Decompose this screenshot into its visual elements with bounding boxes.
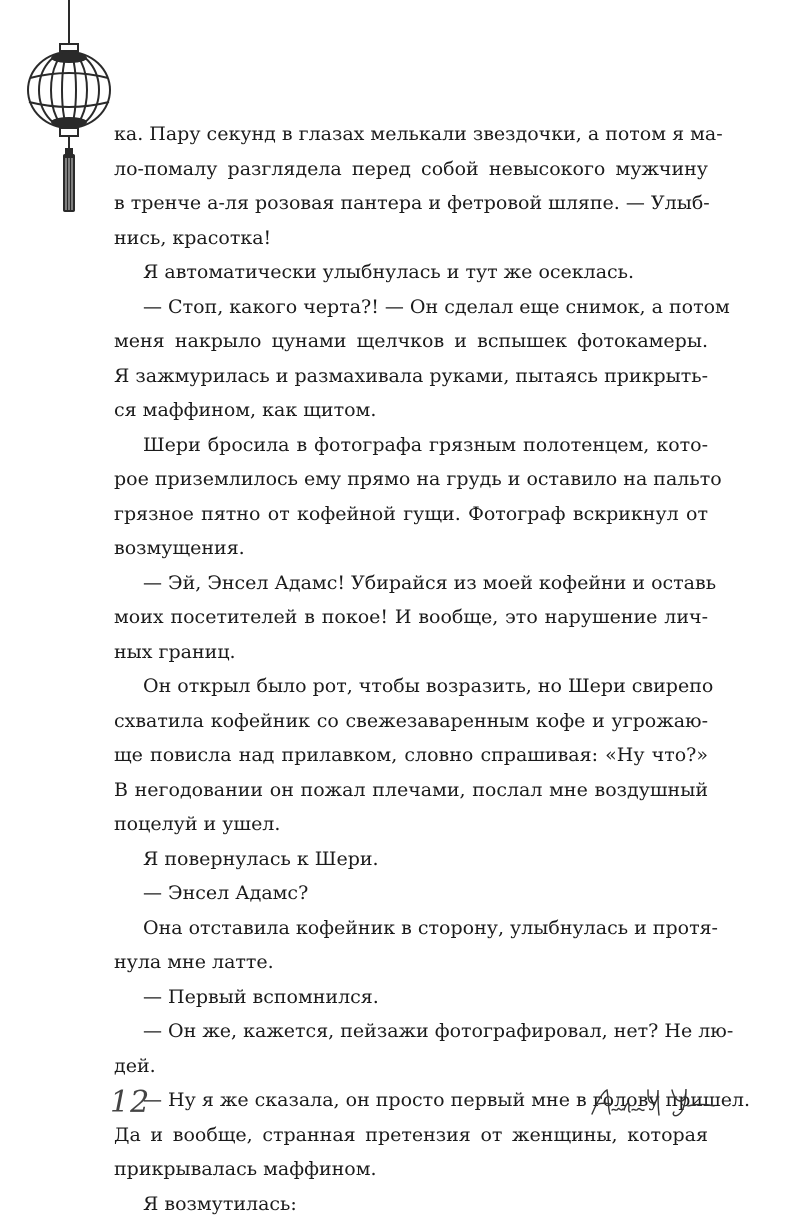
text-line: В негодовании он пожал плечами, послал мне воздушный (114, 773, 708, 808)
text-line: рое приземлилось ему прямо на грудь и оставило на пальто (114, 462, 708, 497)
text-line: — Ну я же сказала, он просто первый мне в голову пришел. (114, 1083, 708, 1118)
text-line: прикрывалась маффином. (114, 1152, 708, 1187)
text-line: грязное пятно от кофейной гущи. Фотограф вскрикнул от (114, 497, 708, 532)
text-line: Она отставила кофейник в сторону, улыбнулась и протя- (114, 911, 708, 946)
text-line: ся маффином, как щитом. (114, 393, 708, 428)
text-line: в тренче а-ля розовая пантера и фетровой шляпе. — Улыб- (114, 186, 708, 221)
text-line: Я автоматически улыбнулась и тут же осеклась. (114, 255, 708, 290)
body-text (114, 117, 708, 1221)
text-line: Он открыл было рот, чтобы возразить, но Шери свирепо (114, 669, 708, 704)
text-line: меня накрыло цунами щелчков и вспышек фотокамеры. (114, 324, 708, 359)
text-line: Да и вообще, странная претензия от женщины, которая (114, 1118, 708, 1153)
paper-lantern-icon (14, 0, 124, 225)
text-line: — Стоп, какого черта?! — Он сделал еще снимок, а потом (114, 290, 708, 325)
text-line: поцелуй и ушел. (114, 807, 708, 842)
text-line: дей. (114, 1049, 708, 1084)
text-line: ных границ. (114, 635, 708, 670)
text-line: Шери бросила в фотографа грязным полотенцем, кото- (114, 428, 708, 463)
text-line: моих посетителей в покое! И вообще, это нарушение лич- (114, 600, 708, 635)
text-line: ка. Пару секунд в глазах мелькали звездочки, а потом я ма- (114, 117, 708, 152)
text-line: — Первый вспомнился. (114, 980, 708, 1015)
text-line: — Энсел Адамс? (114, 876, 708, 911)
text-line: Я возмутилась: (114, 1187, 708, 1221)
text-line: — Он же, кажется, пейзажи фотографировал, нет? Не лю- (114, 1014, 708, 1049)
text-line: Я зажмурилась и размахивала руками, пытаясь прикрыть- (114, 359, 708, 394)
text-line: нула мне латте. (114, 945, 708, 980)
page-number: 12 (110, 1085, 150, 1120)
text-line: нись, красотка! (114, 221, 708, 256)
text-line: — Эй, Энсел Адамс! Убирайся из моей кофейни и оставь (114, 566, 708, 601)
text-line: схватила кофейник со свежезаваренным кофе и угрожаю- (114, 704, 708, 739)
author-signature (588, 1084, 718, 1120)
text-line: ще повисла над прилавком, словно спрашивая: «Ну что?» (114, 738, 708, 773)
text-line: возмущения. (114, 531, 708, 566)
text-line: Я повернулась к Шери. (114, 842, 708, 877)
text-line: ло-помалу разглядела перед собой невысокого мужчину (114, 152, 708, 187)
